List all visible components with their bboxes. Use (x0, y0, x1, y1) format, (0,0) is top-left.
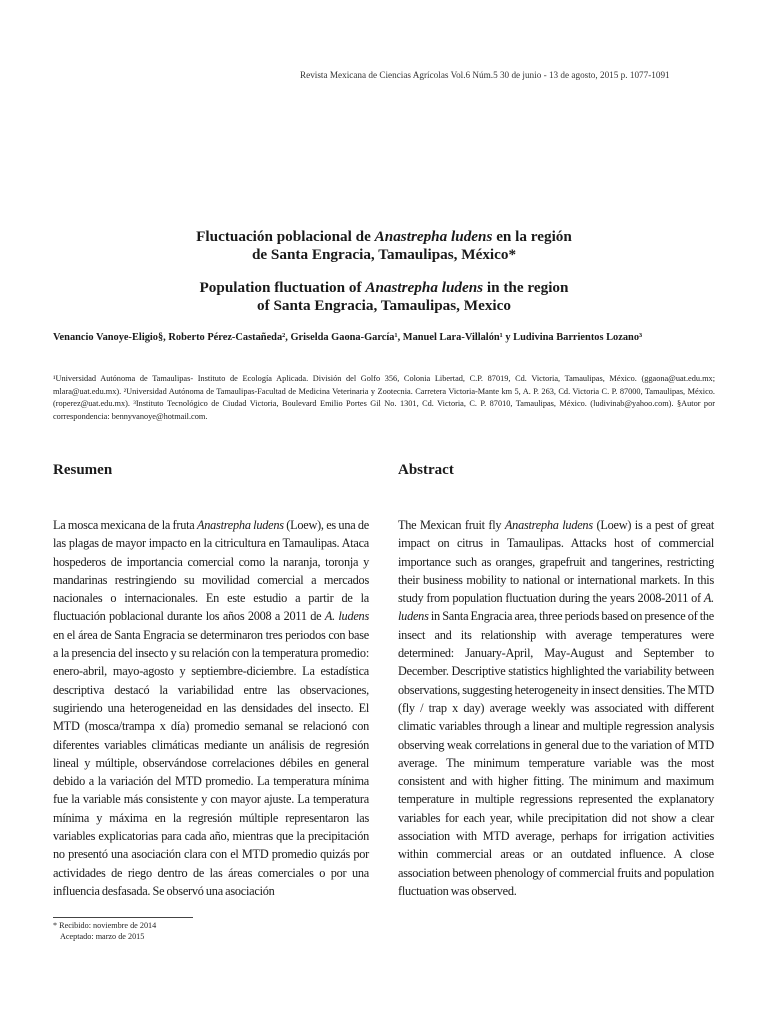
authors: Venancio Vanoye-Eligio§, Roberto Pérez-Castañeda², Griselda Gaona-García¹, Manuel Lara-Villalón¹ y Ludivina Barrientos Lozano³ (53, 332, 643, 343)
title-en-line2: of Santa Engracia, Tamaulipas, Mexico (257, 297, 511, 314)
resumen-species: Anastrepha ludens (196, 518, 284, 532)
accepted-date: Aceptado: marzo de 2015 (60, 932, 145, 941)
title-english (100, 279, 668, 315)
title-en-species: Anastrepha ludens (365, 279, 484, 296)
resumen-heading: Resumen (53, 462, 113, 478)
resumen-body (53, 516, 369, 900)
abstract-text-1: The Mexican fruit fly (398, 518, 505, 532)
title-es-line2: de Santa Engracia, Tamaulipas, México* (251, 246, 517, 263)
affiliations: ¹Universidad Autónoma de Tamaulipas- Instituto de Ecología Aplicada. División del Golfo 356, Colonia Libertad, C.P. 87019, Cd. Victoria, Tamaulipas, México. (ggaona@uat.edu.mx; mlara@uat.edu.mx). ²Universidad Autónoma de Tamaulipas-Facultad de Medicina Veterinaria y Zootecnia. Carretera Victoria-Mante km 5, A. P. 263, Cd. Victoria C. P. 87000, Tamaulipas, México. (roperez@uat.edu.mx). ³Instituto Tecnológico de Ciudad Victoria, Boulevard Emilio Portes Gil No. 1301, Cd. Victoria, C. P. 87010, Tamaulipas, México. (ludivinab@yahoo.com). §Autor por correspondencia: bennyvanoye@hotmail.com. (53, 374, 715, 421)
title-es-pre: Fluctuación poblacional de (196, 228, 375, 245)
title-block (100, 228, 668, 315)
abstract-species-2: A. ludens (398, 591, 714, 624)
journal-header: Revista Mexicana de Ciencias Agrícolas Vol.6 Núm.5 30 de junio - 13 de agosto, 2015 p. 1077-1091 (300, 70, 670, 80)
abstract-species: Anastrepha ludens (504, 518, 593, 532)
footnote (53, 920, 353, 942)
title-en-pre: Population fluctuation of (199, 279, 366, 296)
resumen-text-3: en el área de Santa Engracia se determinaron tres periodos con base a la presencia del insecto y su relación con la temperatura promedio: enero-abril, mayo-agosto y septiembre-diciembre. La estadística descriptiva destacó la variabilidad entre las observaciones, sugiriendo una heterogeneidad en las densidades del insecto. El MTD (mosca/trampa x día) promedio semanal se relacionó con diferentes variables climáticas mediante un análisis de regresión lineal y múltiple, observándose correlaciones débiles en general debido a la variación del MTD promedio. La temperatura mínima fue la variable más consistente y con mayor ajuste. La temperatura mínima y máxima en la regresión múltiple representaron las variables explicatorias para cada año, mientras que la precipitación no presentó una asociación clara con el MTD promedio quizás por actividades de riego dentro de las áreas comerciales o por una influencia desfasada. Se observó una asociación (53, 627, 369, 898)
abstract-heading: Abstract (398, 462, 454, 478)
title-spanish (100, 228, 668, 264)
title-es-post: en la región (492, 228, 572, 245)
resumen-species-2: A. ludens (324, 609, 369, 624)
resumen-text-2: (Loew), es una de las plagas de mayor impacto en la citricultura en Tamaulipas. Ataca hospederos de importancia comercial como la naranja, toronja y mandarinas restringiendo su movilidad comercial a mercados nacionales o internacionales. En este estudio a partir de la fluctuación poblacional durante los años 2008 a 2011 de (53, 518, 369, 624)
abstract-text-2: (Loew) is a pest of great impact on citrus in Tamaulipas. Attacks host of commercial importance such as oranges, grapefruit and tangerines, restricting their business mobility to national or international markets. In this study from population fluctuation during the years 2008-2011 of (398, 518, 714, 606)
title-en-post: in the region (483, 279, 569, 296)
abstract-text-3: in Santa Engracia area, three periods based on presence of the insect and its relationship with average temperatures were determined: January-April, May-August and September to December. Descriptive statistics highlighted the variability between observations, suggesting heterogeneity in insect densities. The MTD (fly / trap x day) average weekly was associated with different climatic variables through a linear and multiple regression analysis observing weak correlations in general due to the variation of MTD average. The minimum temperature variable was the most consistent and with higher fitting. The minimum and maximum temperature in multiple regressions represented the explanatory variables for each year, while precipitation did not show a clear association with MTD average, perhaps for irrigation activities within commercial areas or an outdated influence. A close association between phenology of commercial fruits and population fluctuation was observed. (398, 609, 714, 898)
resumen-text-1: La mosca mexicana de la fruta (53, 518, 197, 532)
abstract-body (398, 516, 714, 900)
received-date: * Recibido: noviembre de 2014 (53, 921, 157, 930)
footnote-divider (53, 917, 193, 918)
title-es-species: Anastrepha ludens (374, 228, 493, 245)
